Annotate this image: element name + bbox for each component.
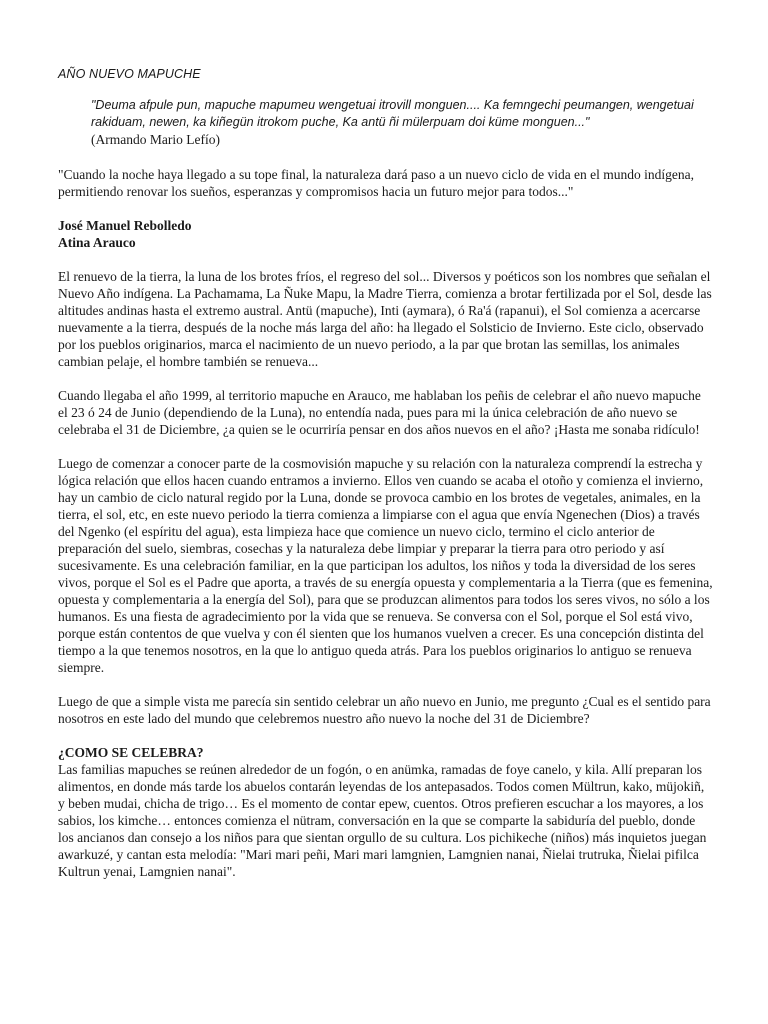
paragraph: Luego de comenzar a conocer parte de la cosmovisión mapuche y su relación con la naturaleza comprendí la estrecha y lógica relación que ellos hacen cuando entramos a invierno. Ellos ven cuando se acaba el otoño y comienza el invierno, hay un cambio de ciclo natural regido por la Luna, donde se provoca cambio en los brotes de vegetales, animales, en la tierra, el sol, etc, en este nuevo periodo la tierra comienza a limpiarse con el agua que envía Ngenechen (Dios) a través del Ngenko (el espíritu del agua), esta limpieza hace que comience un nuevo ciclo, termino el ciclo anterior de preparación del suelo, siembras, cosechas y la naturaleza debe limpiar y preparar la tierra para otro periodo y así sucesivamente. Es una celebración familiar, en la que participan los adultos, los niños y toda la diversidad de los seres vivos, porque el Sol es el Padre que aporta, a través de su energía opuesta y complementaria a la Tierra (que es femenina, opuesta y complementaria a la energía del Sol), para que se produzcan alimentos para todos los seres vivos, no sólo a los humanos. Es una fiesta de agradecimiento por la vida que se renueva. Se conversa con el Sol, porque el Sol está vivo, porque están contentos de que vuelva y con él sienten que los humanos vuelven a crecer. Es una concepción distinta del tiempo a la que tenemos nosotros, en la que lo antiguo queda atrás. Para los pueblos originarios lo antiguo se renueva siempre. [58,456,713,675]
author-organization: Atina Arauco [58,235,136,250]
document-title: AÑO NUEVO MAPUCHE [58,67,201,81]
epigraph [91,97,713,148]
paragraph: El renuevo de la tierra, la luna de los brotes fríos, el regreso del sol... Diversos y poéticos son los nombres que señalan el Nuevo Año indígena. La Pachamama, La Ñuke Mapu, la Madre Tierra, comienza a brotar fertilizada por el Sol, desde las altitudes andinas hasta el extremo austral. Antü (mapuche), Inti (aymara), ó Ra'á (rapanui), el Sol comienza a acercarse nuevamente a la tierra, después de la noche más larga del año: ha llegado el Solsticio de Invierno. Este ciclo, observado por los pueblos originarios, marca el nacimiento de un nuevo periodo, a la par que brotan las semillas, los animales cambian pelaje, el hombre también se renueva... [58,269,712,369]
intro-quote: "Cuando la noche haya llegado a su tope final, la naturaleza dará paso a un nuevo ciclo de vida en el mundo indígena, permitiendo renovar los sueños, esperanzas y compromisos hacia un futuro mejor para todos..." [58,167,695,199]
epigraph-text: "Deuma afpule pun, mapuche mapumeu wengetuai itrovill monguen.... Ka femngechi peumangen, wengetuai rakiduam, newen, ka kiñegün itrokom puche, Ka antü ñi mülerpuam doi küme monguen..." [91,98,694,129]
section-paragraph: Las familias mapuches se reúnen alrededor de un fogón, o en anümka, ramadas de foye canelo, y kila. Allí preparan los alimentos, en donde más tarde los abuelos contarán leyendas de los antepasados. Todos comen Mültrun, kako, müjokiñ, y beben mudai, chicha de trigo… Es el momento de contar epew, cuentos. Otros prefieren escuchar a los mayores, a los sabios, los kimche… entonces comienza el nütram, conversación en la que se comparte la sabiduría del pueblo, donde los ancianos dan consejo a los niños para que sientan orgullo de su cultura. Los pichikeche (niños) más inquietos juegan awarkuzé, y cantan esta melodía: "Mari mari peñi, Mari mari lamgnien, Lamgnien nanai, Ñielai trutruka, Ñielai pifilca Kultrun yenai, Lamgnien nanai". [58,762,707,879]
author-name: José Manuel Rebolledo [58,218,192,233]
document-page [58,66,713,897]
epigraph-author: (Armando Mario Lefío) [91,132,220,147]
section-heading: ¿COMO SE CELEBRA? [58,745,204,760]
author-block [58,217,713,251]
paragraph: Cuando llegaba el año 1999, al territorio mapuche en Arauco, me hablaban los peñis de celebrar el año nuevo mapuche el 23 ó 24 de Junio (dependiendo de la Luna), no entendía nada, pues para mi la única celebración de año nuevo se celebraba el 31 de Diciembre, ¿a quien se le ocurriría pensar en dos años nuevos en el año? ¡Hasta me sonaba ridículo! [58,388,701,437]
paragraph: Luego de que a simple vista me parecía sin sentido celebrar un año nuevo en Junio, me pregunto ¿Cual es el sentido para nosotros en este lado del mundo que celebremos nuestro año nuevo la noche del 31 de Diciembre? [58,694,711,726]
